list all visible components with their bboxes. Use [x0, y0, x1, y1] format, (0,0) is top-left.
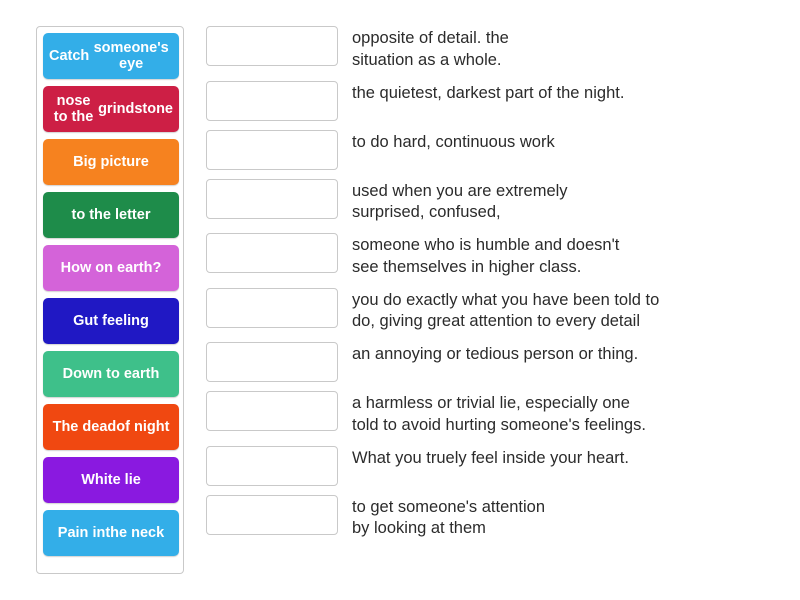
definition-text	[352, 288, 659, 334]
definition-row	[206, 288, 766, 334]
idiom-tile[interactable]	[43, 298, 179, 344]
definition-text	[352, 391, 646, 437]
idiom-tile-label: Down to earth	[62, 365, 160, 382]
definition-row	[206, 233, 766, 279]
answer-dropzone[interactable]	[206, 26, 338, 66]
idiom-tile[interactable]	[43, 351, 179, 397]
idiom-tile-label: How on earth?	[60, 259, 162, 276]
definition-line: someone who is humble and doesn't	[352, 236, 620, 255]
idiom-tile[interactable]	[43, 192, 179, 238]
definition-line: the quietest, darkest part of the night.	[352, 83, 625, 102]
idiom-tile-label: of night	[116, 418, 170, 435]
answer-dropzone[interactable]	[206, 342, 338, 382]
idiom-tile[interactable]	[43, 457, 179, 503]
definition-line: an annoying or tedious person or thing.	[352, 345, 639, 364]
idiom-tile-label: Big picture	[73, 153, 149, 170]
definition-line: by looking at them	[352, 519, 486, 538]
definition-text	[352, 446, 629, 470]
definition-line: you do exactly what you have been told to	[352, 290, 660, 309]
idiom-tile-label: the neck	[105, 524, 165, 541]
answer-dropzone[interactable]	[206, 446, 338, 486]
definition-line: do, giving great attention to every detail	[352, 312, 641, 331]
idiom-tile[interactable]	[43, 86, 179, 132]
answer-dropzone[interactable]	[206, 391, 338, 431]
definition-row	[206, 391, 766, 437]
idiom-tile-label: grindstone	[98, 100, 173, 117]
answer-dropzone[interactable]	[206, 288, 338, 328]
answer-dropzone[interactable]	[206, 81, 338, 121]
idiom-tile-label: someone's eye	[93, 39, 169, 72]
definition-row	[206, 179, 766, 225]
answer-dropzone[interactable]	[206, 233, 338, 273]
definition-line: What you truely feel inside your heart.	[352, 448, 629, 467]
definition-text	[352, 81, 624, 105]
idiom-tiles-panel	[36, 26, 184, 574]
idiom-tile-label: Catch	[49, 47, 90, 64]
idiom-tile[interactable]	[43, 510, 179, 556]
idiom-tile[interactable]	[43, 404, 179, 450]
definition-line: surprised, confused,	[352, 203, 501, 222]
definition-row	[206, 446, 766, 486]
definition-line: used when you are extremely	[352, 181, 568, 200]
idiom-tile-label: Gut feeling	[73, 312, 149, 329]
definition-text	[352, 179, 568, 225]
idiom-tile-label: The dead	[52, 418, 117, 435]
definition-line: situation as a whole.	[352, 50, 502, 69]
idiom-tile[interactable]	[43, 245, 179, 291]
definition-line: to get someone's attention	[352, 497, 546, 516]
definition-line: to do hard, continuous work	[352, 132, 555, 151]
definition-row	[206, 26, 766, 72]
definition-line: a harmless or trivial lie, especially one	[352, 394, 630, 413]
definition-line: opposite of detail. the	[352, 29, 509, 47]
definition-row	[206, 81, 766, 121]
definition-text	[352, 342, 638, 366]
answer-dropzone[interactable]	[206, 495, 338, 535]
answer-dropzone[interactable]	[206, 130, 338, 170]
definition-line: told to avoid hurting someone's feelings.	[352, 415, 646, 434]
definition-text	[352, 233, 619, 279]
definition-text	[352, 495, 545, 541]
idiom-tile-label: Pain in	[57, 524, 106, 541]
idiom-tile-label: nose to the	[53, 92, 94, 125]
definition-line: see themselves in higher class.	[352, 257, 582, 276]
definition-row	[206, 495, 766, 541]
definition-text	[352, 130, 555, 154]
answer-dropzone[interactable]	[206, 179, 338, 219]
definition-rows	[206, 26, 766, 549]
idiom-tile-label: to the letter	[71, 206, 151, 223]
definition-row	[206, 130, 766, 170]
idiom-tile[interactable]	[43, 139, 179, 185]
definition-row	[206, 342, 766, 382]
definition-text	[352, 26, 509, 72]
idiom-tile[interactable]	[43, 33, 179, 79]
idiom-tile-label: White lie	[81, 471, 141, 488]
